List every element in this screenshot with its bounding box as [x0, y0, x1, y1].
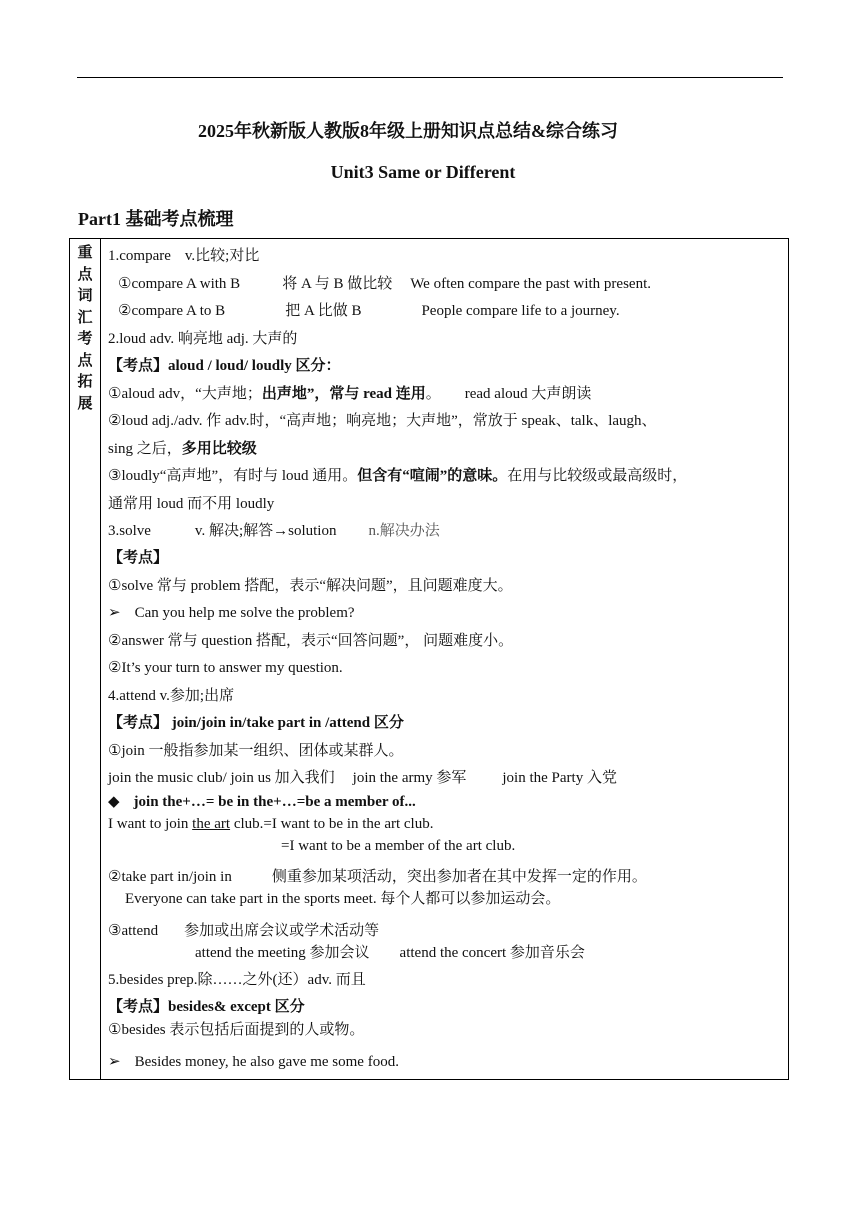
compare-with-line: ①compare A with B 将 A 与 B 做比较 We often compare the past with present.	[118, 276, 651, 292]
side-char: 拓	[77, 374, 93, 390]
document-title: 2025年秋新版人教版8年级上册知识点总结&综合练习	[198, 121, 618, 141]
besides-line: ①besides 表示包括后面提到的人或物。	[108, 1022, 365, 1038]
aloud-line: ①aloud adv，“大声地；出声地”，常与 read 连用。 read aloud 大声朗读	[108, 386, 592, 402]
join-line: ①join 一般指参加某一组织、团体或某群人。	[108, 743, 404, 759]
answer-example: ②It’s your turn to answer my question.	[108, 660, 343, 676]
unit-subtitle: Unit3 Same or Different	[330, 162, 516, 182]
attend-line: ③attend 参加或出席会议或学术活动等	[108, 923, 380, 939]
take-part-example: Everyone can take part in the sports meet. 每个人都可以参加运动会。	[125, 891, 561, 907]
side-char: 展	[77, 395, 93, 412]
entry-attend: 4.attend v.参加;出席	[108, 688, 235, 704]
kaodian-besides: 【考点】besides& except 区分	[108, 999, 305, 1015]
entry-besides: 5.besides prep.除……之外(还）adv. 而且	[108, 972, 366, 988]
diamond-bullet-icon: ◆	[108, 794, 120, 810]
side-char: 重	[77, 245, 93, 261]
loudly-line: ③loudly“高声地”，有时与 loud 通用。但含有“喧闹”的意味。在用与比较级或最高级时，	[108, 468, 688, 484]
compare-to-line: ②compare A to B 把 A 比做 B People compare life to a journey.	[118, 303, 620, 319]
solve-example: ➢ Can you help me solve the problem?	[108, 605, 355, 621]
kaodian-loud: 【考点】aloud / loud/ loudly 区分：	[108, 358, 341, 374]
side-char: 考	[77, 331, 93, 347]
kaodian-attend: 【考点】 join/join in/take part in /attend 区分	[108, 715, 404, 731]
part-heading: Part1 基础考点梳理	[78, 209, 234, 229]
entry-compare: 1.compare v.比较;对比	[108, 248, 260, 264]
side-label-column	[70, 239, 101, 1079]
arrow-bullet-icon: ➢	[108, 605, 121, 621]
answer-line: ②answer 常与 question 搭配，表示“回答问题”， 问题难度小。	[108, 633, 514, 649]
attend-examples: attend the meeting 参加会议 attend the concert 参加音乐会	[195, 945, 585, 961]
join-example-2: =I want to be a member of the art club.	[281, 838, 516, 854]
side-char: 点	[77, 352, 93, 369]
join-examples: join the music club/ join us 加入我们 join the army 参军 join the Party 入党	[108, 770, 617, 786]
besides-example: ➢ Besides money, he also gave me some food.	[108, 1054, 399, 1070]
loudly-line-cont: 通常用 loud 而不用 loudly	[108, 496, 275, 512]
join-pattern: ◆ join the+…= be in the+…=be a member of...	[108, 794, 416, 810]
take-part-line: ②take part in/join in 侧重参加某项活动，突出参加者在其中发挥一定的作用。	[108, 869, 647, 885]
header-rule	[77, 77, 783, 78]
entry-loud: 2.loud adv. 响亮地 adj. 大声的	[108, 331, 298, 347]
side-char: 点	[77, 266, 93, 283]
entry-solve: 3.solve v. 解决;解答→solution n.解决办法	[108, 523, 440, 539]
loud-line-cont: sing 之后，多用比较级	[108, 441, 257, 457]
side-char: 汇	[77, 309, 93, 326]
solve-line: ①solve 常与 problem 搭配，表示“解决问题”，且问题难度大。	[108, 578, 513, 594]
join-example-1: I want to join the art club.=I want to be in the art club.	[108, 816, 434, 832]
arrow-bullet-icon: ➢	[108, 1054, 121, 1070]
kaodian-solve: 【考点】	[108, 550, 169, 566]
loud-line: ②loud adj./adv. 作 adv.时，“高声地；响亮地；大声地”，常放于 speak、talk、laugh、	[108, 413, 657, 429]
side-char: 词	[77, 288, 93, 304]
